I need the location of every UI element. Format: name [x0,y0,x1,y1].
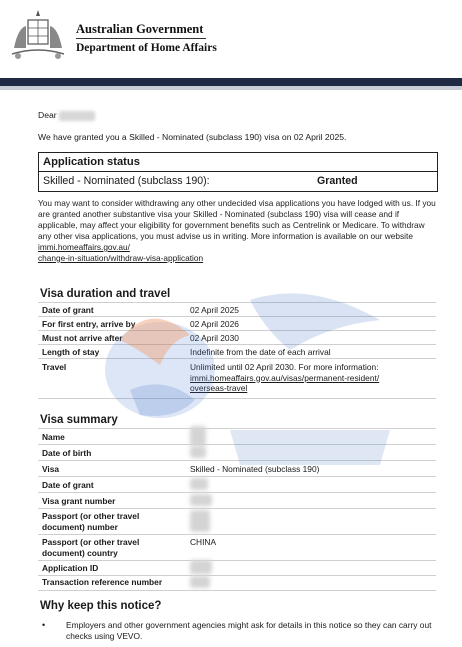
row-divider [38,316,436,317]
value-visa: Skilled - Nominated (subclass 190) [190,464,320,474]
header-divider [76,38,206,39]
label-transaction-reference: Transaction reference number [42,577,163,587]
coat-of-arms-icon [8,8,68,64]
travel-link-1[interactable]: immi.homeaffairs.gov.au/visas/permanent-resident/ [190,372,380,383]
label-visa: Visa [42,464,60,474]
passport-number-line-1: Passport (or other travel [42,511,140,521]
row-divider [38,508,436,509]
header-band [0,78,462,86]
travel-text: Unlimited until 02 April 2030. For more information: [190,362,379,372]
value-must-not-arrive: 02 April 2030 [190,333,239,343]
row-divider [38,492,436,493]
status-visa-type: Skilled - Nominated (subclass 190): [43,175,210,187]
label-name: Name [42,432,65,442]
row-divider [38,575,436,576]
notice-text: You may want to consider withdrawing any other undecided visa applications you have lodged with us. If you are granted another substantive visa your Skilled - Nominated (subclass 190) visa will cease and if applicable, may affect your eligibility for government benefits such as Centrelink or Medicare. To withdraw any other visa applications, you must advise us in writing. More information is available on our website [38,198,436,241]
application-status-box [38,152,438,192]
duration-title: Visa duration and travel [40,288,171,300]
why-keep-text: Employers and other government agencies might ask for details in this notice so they can carry out checks using VEVO. [66,620,432,641]
label-length-of-stay: Length of stay [42,347,100,357]
passport-country-line-2: document) country [42,547,118,558]
why-keep-title: Why keep this notice? [40,600,162,612]
header-band-shadow [0,86,462,90]
bullet-icon: • [42,620,46,630]
label-application-id: Application ID [42,563,99,573]
salutation [38,110,95,121]
summary-title: Visa summary [40,414,118,426]
row-divider [38,358,436,359]
row-divider [38,590,436,591]
label-date-of-grant: Date of grant [42,305,94,315]
status-divider [39,171,437,172]
redacted-transaction-reference [190,576,210,588]
row-divider [38,476,436,477]
row-divider [38,302,436,303]
redacted-application-id [190,560,212,574]
value-passport-country: CHINA [190,537,217,547]
label-grant-number: Visa grant number [42,496,116,506]
row-divider [38,428,436,429]
row-divider [38,560,436,561]
value-date-of-grant: 02 April 2025 [190,305,239,315]
status-title: Application status [43,156,140,168]
redacted-passport-number [190,510,210,532]
redacted-grant-number [190,494,212,506]
label-first-entry: For first entry, arrive by [42,319,136,329]
label-date-of-birth: Date of birth [42,448,92,458]
passport-number-line-2: document) number [42,521,118,532]
redacted-name [59,111,95,121]
value-first-entry: 02 April 2026 [190,319,239,329]
withdraw-link-2[interactable]: change-in-situation/withdraw-visa-application [38,253,204,263]
row-divider [38,534,436,535]
value-length-of-stay: Indefinite from the date of each arrival [190,347,331,357]
withdraw-link-1[interactable]: immi.homeaffairs.gov.au/ [38,242,130,252]
value-travel [190,362,420,394]
letterhead [0,0,462,78]
redacted-grant-date [190,478,208,490]
row-divider [38,330,436,331]
salutation-text: Dear [38,110,57,120]
department-name: Department of Home Affairs [76,42,217,54]
status-value: Granted [317,175,358,187]
label-grant-date: Date of grant [42,480,94,490]
row-divider [38,444,436,445]
travel-link-2[interactable]: overseas-travel [190,383,248,393]
row-divider [38,460,436,461]
withdraw-notice [38,198,438,264]
label-travel: Travel [42,362,67,372]
redacted-dob-value [190,446,206,458]
label-must-not-arrive: Must not arrive after [42,333,123,343]
label-passport-number [42,511,139,532]
redacted-name-value [190,426,206,446]
government-name: Australian Government [76,22,204,36]
row-divider [38,398,436,399]
grant-sentence: We have granted you a Skilled - Nominated (subclass 190) visa on 02 April 2025. [38,132,347,142]
row-divider [38,344,436,345]
label-passport-country [42,537,139,558]
passport-country-line-1: Passport (or other travel [42,537,140,547]
